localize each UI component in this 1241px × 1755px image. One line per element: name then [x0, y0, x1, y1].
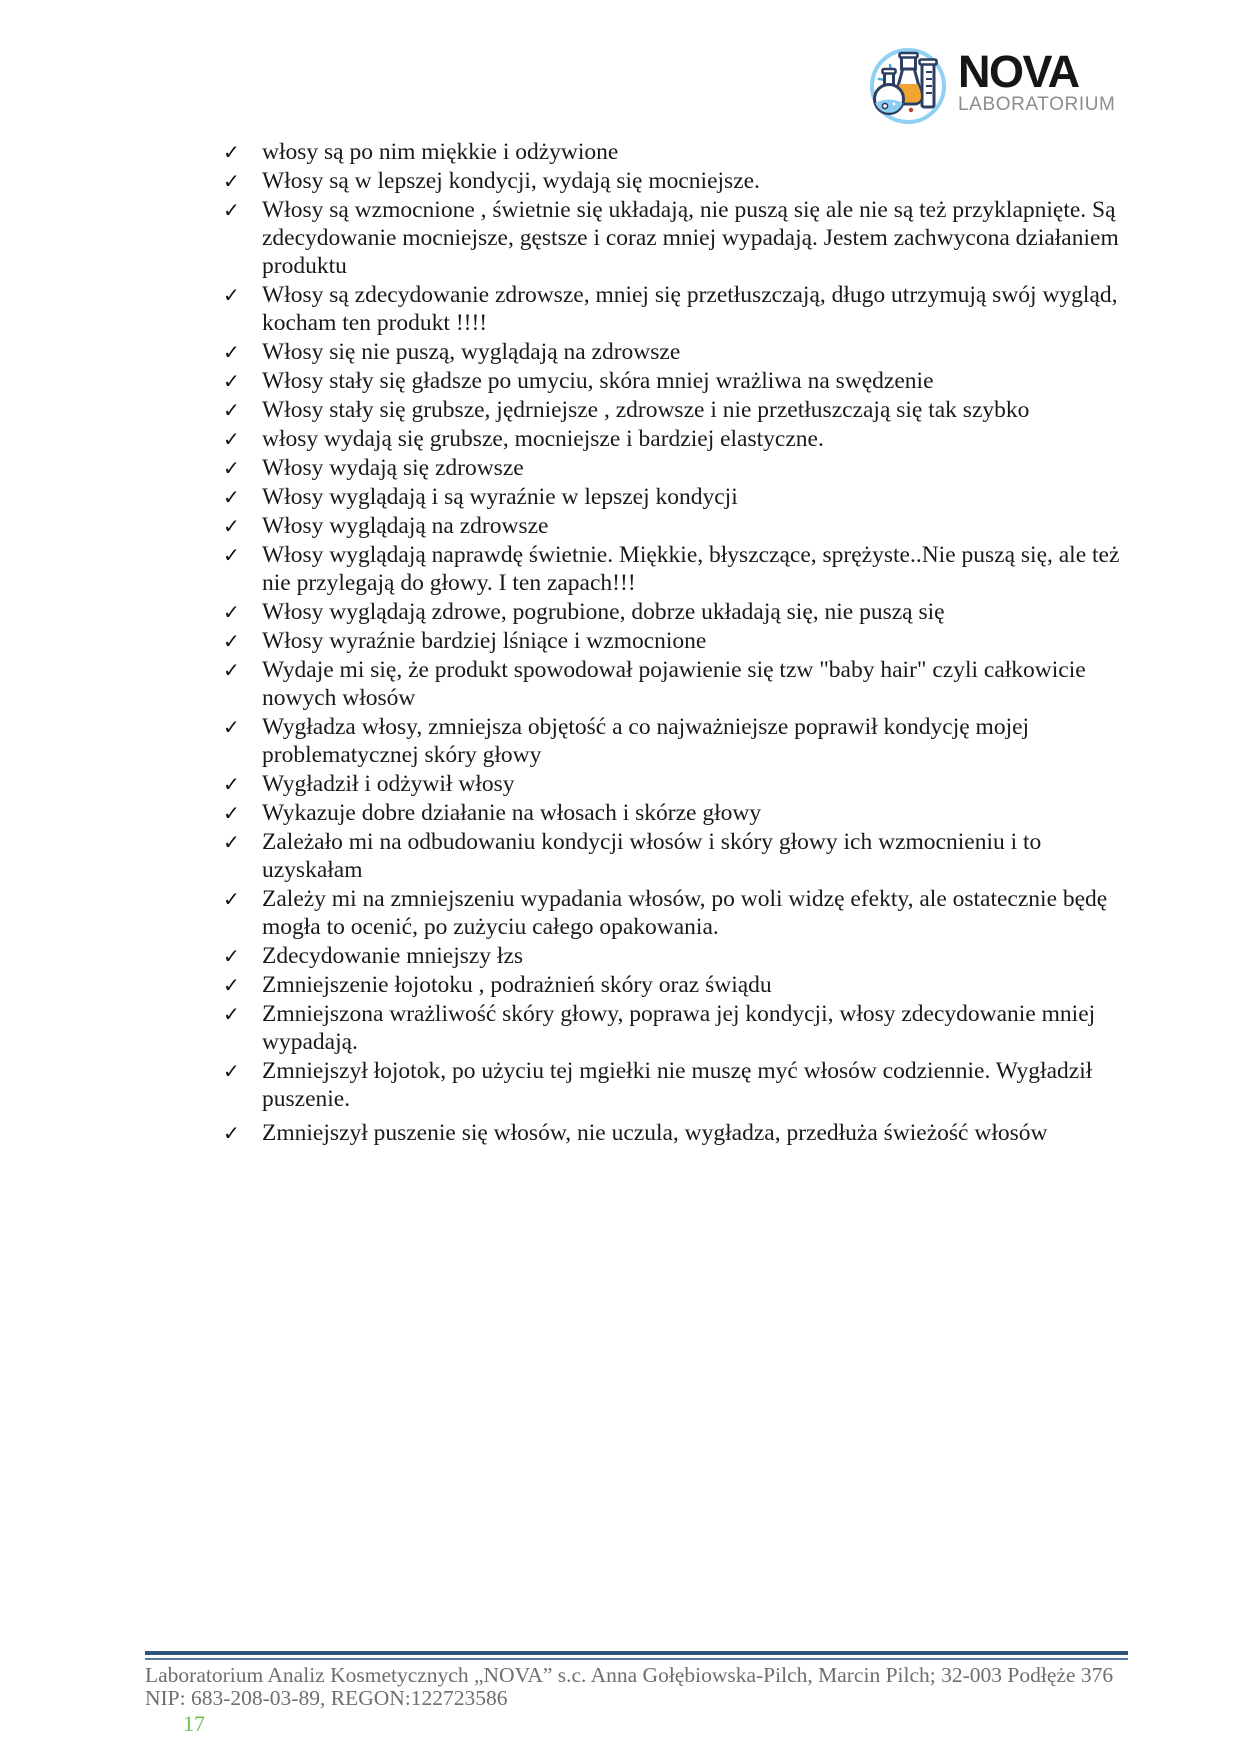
checkmark-icon: ✓ [223, 427, 240, 451]
checklist-item-text: Wygładza włosy, zmniejsza objętość a co najważniejsze poprawił kondycję mojej problematycznej skóry głowy [262, 714, 1030, 768]
checkmark-icon: ✓ [223, 1121, 240, 1145]
checkmark-icon: ✓ [223, 169, 240, 193]
checkmark-icon: ✓ [223, 887, 240, 911]
checkmark-icon: ✓ [223, 1059, 240, 1083]
checklist-item-text: Zależało mi na odbudowaniu kondycji włosów i skóry głowy ich wzmocnieniu i to uzyskałam [262, 829, 1042, 883]
checkmark-icon: ✓ [223, 140, 240, 164]
checklist-item [223, 1119, 1140, 1147]
checklist-item-text: Zmniejszona wrażliwość skóry głowy, poprawa jej kondycji, włosy zdecydowanie mniej wypadają. [262, 1001, 1096, 1055]
checkmark-icon: ✓ [223, 543, 240, 567]
checklist-item [223, 483, 1140, 511]
checklist-item-text: Włosy wydają się zdrowsze [262, 455, 524, 481]
checkmark-icon: ✓ [223, 600, 240, 624]
checklist-item [223, 885, 1140, 941]
checkmark-icon: ✓ [223, 514, 240, 538]
checklist [223, 138, 1140, 1148]
footer-nip-line: NIP: 683-208-03-89, REGON:122723586 [145, 1686, 508, 1710]
checklist-item [223, 598, 1140, 626]
checkmark-icon: ✓ [223, 772, 240, 796]
footer-divider [145, 1651, 1128, 1660]
footer-company-line: Laboratorium Analiz Kosmetycznych „NOVA” s.c. Anna Gołębiowska-Pilch, Marcin Pilch; 32-003 Podłęże 376 [145, 1663, 1114, 1687]
checklist-item [223, 828, 1140, 884]
checklist-item-text: Włosy są wzmocnione , świetnie się układają, nie puszą się ale nie są też przyklapnięte. Są zdecydowanie mocniejsze, gęstsze i coraz mniej wypadają. Jestem zachwycona działaniem produktu [262, 197, 1119, 279]
checklist-item-text: Włosy wyraźnie bardziej lśniące i wzmocnione [262, 628, 707, 654]
checkmark-icon: ✓ [223, 944, 240, 968]
checklist-item-text: Wydaje mi się, że produkt spowodował pojawienie się tzw "baby hair" czyli całkowicie nowych włosów [262, 657, 1086, 711]
checklist-item [223, 799, 1140, 827]
checkmark-icon: ✓ [223, 629, 240, 653]
checklist-item [223, 627, 1140, 655]
checklist-item [223, 281, 1140, 337]
checklist-item-text: Włosy wyglądają i są wyraźnie w lepszej kondycji [262, 484, 738, 510]
checklist-item-text: Wygładził i odżywił włosy [262, 771, 515, 797]
checklist-item [223, 713, 1140, 769]
checkmark-icon: ✓ [223, 369, 240, 393]
page-number: 17 [183, 1711, 205, 1736]
checklist-item-text: Włosy wyglądają na zdrowsze [262, 513, 549, 539]
checklist-item [223, 367, 1140, 395]
checkmark-icon: ✓ [223, 485, 240, 509]
checklist-item [223, 971, 1140, 999]
checkmark-icon: ✓ [223, 198, 240, 222]
checklist-item-text: Włosy są w lepszej kondycji, wydają się mocniejsze. [262, 168, 760, 194]
checklist-item [223, 396, 1140, 424]
checklist-item-text: Zdecydowanie mniejszy łzs [262, 943, 524, 969]
checkmark-icon: ✓ [223, 398, 240, 422]
nova-logo [866, 44, 1115, 128]
checkmark-icon: ✓ [223, 456, 240, 480]
checklist-item-text: Włosy są zdecydowanie zdrowsze, mniej się przetłuszczają, długo utrzymują swój wygląd, kocham ten produkt !!!! [262, 282, 1118, 336]
checklist-item-text: Zmniejszył puszenie się włosów, nie uczula, wygładza, przedłuża świeżość włosów [262, 1120, 1048, 1146]
checklist-item-text: Włosy wyglądają naprawdę świetnie. Miękkie, błyszczące, sprężyste..Nie puszą się, ale też nie przylegają do głowy. I ten zapach!!! [262, 542, 1120, 596]
checklist-item-text: Zmniejszył łojotok, po użyciu tej mgiełki nie muszę myć włosów codziennie. Wygładził puszenie. [262, 1058, 1093, 1112]
checklist-item [223, 338, 1140, 366]
checkmark-icon: ✓ [223, 973, 240, 997]
checkmark-icon: ✓ [223, 658, 240, 682]
checkmark-icon: ✓ [223, 1002, 240, 1026]
checklist-item [223, 425, 1140, 453]
checklist-item [223, 942, 1140, 970]
checklist-item [223, 512, 1140, 540]
checklist-item-text: włosy są po nim miękkie i odżywione [262, 139, 619, 165]
checklist-item [223, 656, 1140, 712]
checklist-item-text: Zmniejszenie łojotoku , podrażnień skóry oraz świądu [262, 972, 772, 998]
checklist-item [223, 138, 1140, 166]
lab-flasks-icon [866, 44, 950, 128]
checklist-item-text: Wykazuje dobre działanie na włosach i skórze głowy [262, 800, 762, 826]
checklist-item-text: włosy wydają się grubsze, mocniejsze i bardziej elastyczne. [262, 426, 824, 452]
checklist-item-text: Zależy mi na zmniejszeniu wypadania włosów, po woli widzę efekty, ale ostatecznie będę mogła to ocenić, po zużyciu całego opakowania. [262, 886, 1108, 940]
checklist-item [223, 1057, 1140, 1113]
checklist-item-text: Włosy się nie puszą, wyglądają na zdrowsze [262, 339, 681, 365]
checklist-item [223, 196, 1140, 280]
checklist-item-text: Włosy stały się grubsze, jędrniejsze , zdrowsze i nie przetłuszczają się tak szybko [262, 397, 1030, 423]
checklist-item [223, 1000, 1140, 1056]
checklist-item-text: Włosy wyglądają zdrowe, pogrubione, dobrze układają się, nie puszą się [262, 599, 945, 625]
checkmark-icon: ✓ [223, 801, 240, 825]
checklist-item-text: Włosy stały się gładsze po umyciu, skóra mniej wrażliwa na swędzenie [262, 368, 934, 394]
checkmark-icon: ✓ [223, 340, 240, 364]
logo-text [958, 46, 1116, 116]
checkmark-icon: ✓ [223, 830, 240, 854]
logo-wordmark: NOVA [958, 46, 1079, 97]
checklist-item [223, 454, 1140, 482]
checklist-item [223, 167, 1140, 195]
logo-subtitle: LABORATORIUM [958, 94, 1116, 115]
checklist-item [223, 541, 1140, 597]
checkmark-icon: ✓ [223, 715, 240, 739]
checklist-item [223, 770, 1140, 798]
checkmark-icon: ✓ [223, 283, 240, 307]
